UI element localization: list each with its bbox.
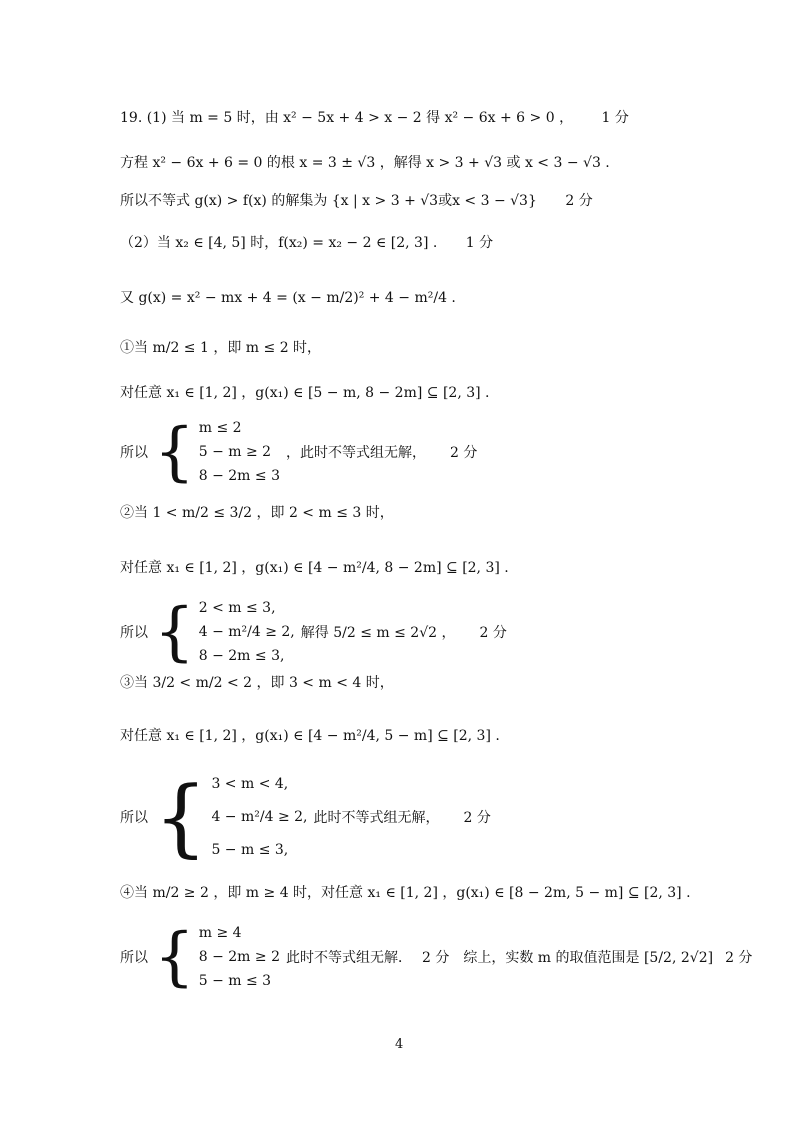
case4-conclusion: 此时不等式组无解． (285, 950, 412, 966)
g-def-text: 又 g(x) = x² − mx + 4 = (x − m/2)² + 4 − m²/4 . (120, 290, 456, 306)
case2-range (120, 560, 509, 577)
case4-head-text: ④当 m/2 ≥ 2 ，即 m ≥ 4 时，对任意 x₁ ∈ [1, 2] ，g(x₁) ∈ [8 − 2m, 5 − m] ⊆ [2, 3] . (120, 885, 691, 901)
case1-range (120, 385, 490, 402)
case3-ineq-1: 3 < m < 4, (211, 776, 289, 792)
brace-1: { (154, 415, 195, 489)
line-g-def (120, 290, 456, 307)
line-solution-set (120, 193, 593, 210)
case4-ineq-1: m ≥ 4 (198, 925, 242, 941)
case2-ineq-2: 4 − m²/4 ≥ 2, (198, 624, 295, 640)
case1-stack (199, 420, 280, 484)
case1-system (120, 415, 478, 489)
case3-range-text: 对任意 x₁ ∈ [1, 2] ，g(x₁) ∈ [4 − m²/4, 5 − m] ⊆ [2, 3] . (120, 728, 500, 744)
part2-text: （2）当 x₂ ∈ [4, 5] 时，f(x₂) = x₂ − 2 ∈ [2, 3] . (120, 235, 438, 251)
case4-head (120, 885, 691, 902)
final-range: 综上，实数 m 的取值范围是 [5/2, 2√2] (463, 950, 714, 966)
brace-3: { (154, 768, 208, 866)
part1-text: 19. (1) 当 m = 5 时，由 x² − 5x + 4 > x − 2 得 x² − 6x + 6 > 0 ， (120, 110, 574, 126)
score-8: 2 分 (725, 950, 753, 966)
score-7: 2 分 (421, 950, 450, 966)
score-5: 2 分 (479, 625, 507, 641)
case2-range-text: 对任意 x₁ ∈ [1, 2] ，g(x₁) ∈ [4 − m²/4, 8 − 2m] ⊆ [2, 3] . (120, 560, 509, 576)
score-3: 1 分 (465, 235, 494, 251)
case3-so: 所以 (120, 810, 148, 826)
case3-stack (211, 776, 307, 858)
case1-head (120, 340, 321, 357)
score-4: 2 分 (449, 445, 478, 461)
case4-ineq-2: 8 − 2m ≥ 2 (198, 949, 280, 965)
case1-head-text: ①当 m/2 ≤ 1 ，即 m ≤ 2 时， (120, 340, 322, 356)
case3-head (120, 675, 394, 692)
page-number: 4 (395, 1037, 404, 1052)
case1-so: 所以 (120, 445, 148, 461)
case3-range (120, 728, 500, 745)
case2-ineq-3: 8 − 2m ≤ 3, (198, 648, 285, 664)
case4-so: 所以 (120, 950, 148, 966)
case1-ineq-1: m ≤ 2 (198, 420, 242, 436)
line-roots (120, 155, 610, 172)
case3-system (120, 768, 491, 866)
score-1: 1 分 (601, 110, 629, 126)
case2-so: 所以 (120, 625, 148, 641)
case3-conclusion: 此时不等式组无解， (313, 810, 440, 826)
roots-text: 方程 x² − 6x + 6 = 0 的根 x = 3 ± √3 ，解得 x > 3 + √3 或 x < 3 − √3 . (120, 155, 610, 171)
case3-ineq-2: 4 − m²/4 ≥ 2, (211, 809, 308, 825)
case2-ineq-1: 2 < m ≤ 3, (198, 600, 276, 616)
line-part2 (120, 235, 493, 252)
score-2: 2 分 (565, 193, 593, 209)
case2-system (120, 595, 507, 669)
case2-conclusion: 解得 5/2 ≤ m ≤ 2√2 ， (300, 625, 456, 641)
solution-set-text: 所以不等式 g(x) > f(x) 的解集为 {x | x > 3 + √3或x < 3 − √3} (120, 193, 537, 209)
case1-ineq-2: 5 − m ≥ 2 (198, 444, 272, 460)
case2-stack (199, 600, 295, 664)
case1-range-text: 对任意 x₁ ∈ [1, 2] ，g(x₁) ∈ [5 − m, 8 − 2m] ⊆ [2, 3] . (120, 385, 490, 401)
case2-head (120, 505, 394, 522)
score-6: 2 分 (463, 810, 491, 826)
case2-head-text: ②当 1 < m/2 ≤ 3/2 ，即 2 < m ≤ 3 时， (120, 505, 394, 521)
case4-system (120, 920, 753, 994)
case4-stack (199, 925, 280, 989)
brace-2: { (154, 595, 195, 669)
case3-ineq-3: 5 − m ≤ 3, (211, 842, 289, 858)
line-part1 (120, 110, 629, 127)
brace-4: { (154, 920, 195, 994)
case3-head-text: ③当 3/2 < m/2 < 2 ，即 3 < m < 4 时， (120, 675, 394, 691)
case1-conclusion: ，此时不等式组无解， (285, 445, 426, 461)
case1-ineq-3: 8 − 2m ≤ 3 (198, 468, 280, 484)
case4-ineq-3: 5 − m ≤ 3 (198, 973, 272, 989)
